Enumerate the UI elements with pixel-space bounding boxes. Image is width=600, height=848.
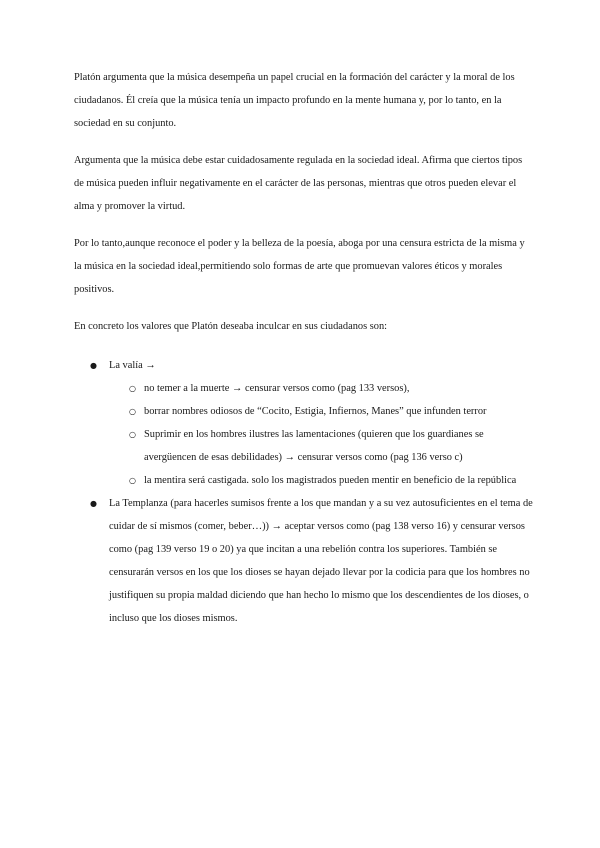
list-item-valia xyxy=(74,354,534,492)
document-page xyxy=(74,66,534,630)
sublist-item: ○ Suprimir en los hombres ilustres las lamentaciones (quieren que los guardianes se avergüencen de esas debilidades) → censurar versos como (pag 136 verso c) xyxy=(109,423,534,469)
sublist-item: ○ borrar nombres odiosos de “Cocito, Estigia, Infiernos, Manes” que infunden terror xyxy=(109,400,534,423)
sublist-item: ○ no temer a la muerte → censurar versos como (pag 133 versos), xyxy=(109,377,534,400)
paragraph-values-intro: En concreto los valores que Platón deseaba inculcar en sus ciudadanos son: xyxy=(74,321,388,332)
list-item-text: La Templanza (para hacerles sumisos frente a los que mandan y a su vez autosuficientes en el tema de cuidar de sí mismos (comer, beber…)) → aceptar versos como (pag 138 verso 16) y censurar versos como (pag 139 verso 19 o 20) ya que incitan a una rebelión contra los superiores. También se censurarán versos en los que los dioses se hayan dejado llevar por la codicia para que los hombres no justifiquen su propia maldad diciendo que han hecho lo mismo que los descendientes de los dioses, o incluso que los dioses mismos. xyxy=(109,498,533,624)
values-list xyxy=(74,354,534,630)
sublist-item: ○ la mentira será castigada. solo los magistrados pueden mentir en beneficio de la república xyxy=(109,469,534,492)
paragraph-intro: Platón argumenta que la música desempeña un papel crucial en la formación del carácter y la moral de los ciudadanos. Él creía que la música tenía un impacto profundo en la mente humana y, por lo tanto, en la sociedad en su conjunto. xyxy=(74,72,515,129)
list-item-text: La valía → xyxy=(109,360,156,371)
paragraph-censorship: Por lo tanto,aunque reconoce el poder y la belleza de la poesía, aboga por una censura estricta de la misma y la música en la sociedad ideal,permitiendo solo formas de arte que promuevan valores éticos y morales positivos. xyxy=(74,238,525,295)
valia-sublist xyxy=(109,377,534,492)
list-item-templanza xyxy=(74,492,534,630)
paragraph-regulation: Argumenta que la música debe estar cuidadosamente regulada en la sociedad ideal. Afirma que ciertos tipos de música pueden influir negativamente en el carácter de las personas, mientras que otros pueden elevar el alma y promover la virtud. xyxy=(74,155,523,212)
